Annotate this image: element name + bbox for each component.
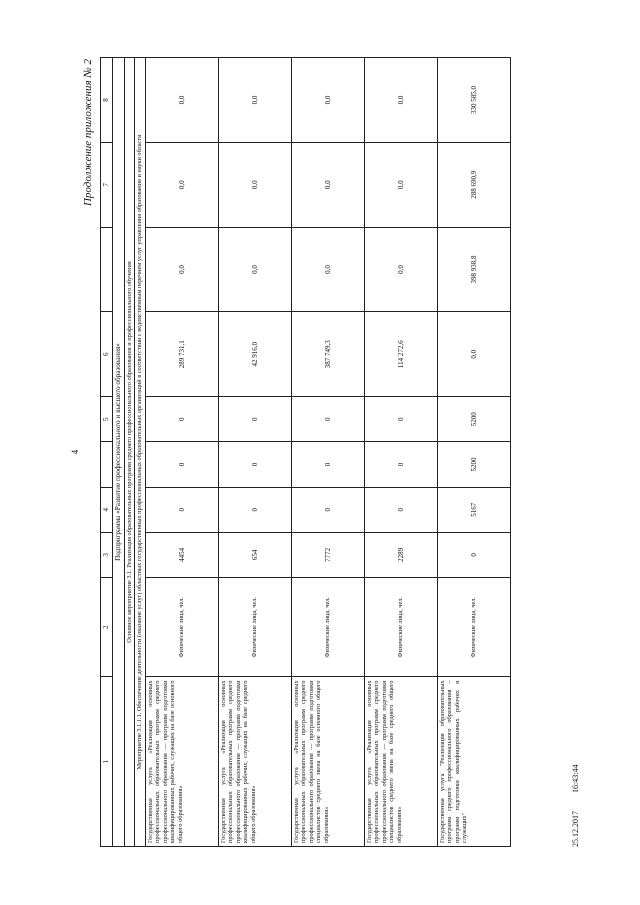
header-cell: 2 (101, 577, 113, 676)
value-cell: 42 916,0 (218, 312, 291, 397)
table-row (145, 58, 218, 847)
value-cell: 330 585,0 (437, 58, 510, 143)
value-cell: 0,0 (218, 227, 291, 312)
value-cell: 0,0 (291, 142, 364, 227)
value-cell: 0 (218, 442, 291, 487)
budget-table (100, 57, 511, 847)
header-cell (101, 227, 113, 312)
value-cell: 0,0 (218, 142, 291, 227)
service-name: Государственная услуга «Реализация основных профессиональных образовательных программ среднего профессионального образования — программ подготовки квалифицированных рабочих, служащих на базе основного общего образования» (145, 677, 218, 847)
value-cell: 387 749,3 (291, 312, 364, 397)
unit-cell: Физические лица, чел. (437, 577, 510, 676)
header-cell (101, 442, 113, 487)
header-cell: 7 (101, 142, 113, 227)
header-cell: 1 (101, 677, 113, 847)
value-cell: 0 (291, 487, 364, 532)
header-cell: 4 (101, 487, 113, 532)
header-cell: 6 (101, 312, 113, 397)
value-cell: 7772 (291, 532, 364, 577)
service-name: Государственная услуга «Реализация основных профессиональных образовательных программ среднего профессионального образования — программ подготовки квалифицированных рабочих, служащих на базе среднего общего образования» (218, 677, 291, 847)
unit-cell: Физические лица, чел. (218, 577, 291, 676)
page-number: 4 (70, 449, 80, 455)
value-cell: 398 938,8 (437, 227, 510, 312)
event-row (135, 58, 146, 847)
table-row (291, 58, 364, 847)
value-cell: 0 (145, 397, 218, 442)
stamp-date: 25.12.2017 (571, 811, 580, 847)
value-cell: 4454 (145, 532, 218, 577)
value-cell: 0 (218, 487, 291, 532)
value-cell: 288 690,9 (437, 142, 510, 227)
stamp-time: 16:43:44 (571, 764, 580, 793)
table-row (437, 58, 510, 847)
unit-cell: Физические лица, чел. (145, 577, 218, 676)
value-cell: 0,0 (364, 227, 437, 312)
value-cell: 0 (364, 442, 437, 487)
value-cell: 0,0 (145, 142, 218, 227)
value-cell: 0,0 (291, 227, 364, 312)
appendix-note: Продолжение приложения № 2 (82, 59, 94, 207)
value-cell: 0,0 (218, 58, 291, 143)
value-cell: 0 (364, 397, 437, 442)
value-cell: 5200 (437, 442, 510, 487)
value-cell: 0 (145, 442, 218, 487)
value-cell: 0,0 (145, 58, 218, 143)
service-name: Государственная услуга "Реализация образовательных программ среднего профессионального образования – программ подготовки квалифицированных рабочих и служащих" (437, 677, 510, 847)
value-cell: 0,0 (437, 312, 510, 397)
value-cell: 0,0 (145, 227, 218, 312)
subprogram-row (113, 58, 125, 847)
event-title: Мероприятие 3.1.1.1. Обеспечение деятельности (оказание услуг) областных государственных профессиональных образовательных организаций в соответствии с ведомственным перечнем услуг управления образования и науки области (135, 58, 146, 847)
value-cell: 2289 (364, 532, 437, 577)
unit-cell: Физические лица, чел. (291, 577, 364, 676)
value-cell: 0 (291, 442, 364, 487)
subprogram-title: Подпрограмма «Развитие профессионального и высшего образования» (113, 58, 125, 847)
header-cell: 8 (101, 58, 113, 143)
header-cell: 5 (101, 397, 113, 442)
value-cell: 0 (218, 397, 291, 442)
table-row (218, 58, 291, 847)
rotated-page (60, 57, 580, 847)
value-cell: 0 (364, 487, 437, 532)
table-row (364, 58, 437, 847)
value-cell: 5200 (437, 397, 510, 442)
value-cell: 0,0 (364, 142, 437, 227)
unit-cell: Физические лица, чел. (364, 577, 437, 676)
value-cell: 654 (218, 532, 291, 577)
print-stamp (571, 749, 580, 847)
service-name: Государственная услуга «Реализация основных профессиональных образовательных программ среднего профессионального образования — программ подготовки специалистов среднего звена на базе основного общего образования» (291, 677, 364, 847)
value-cell: 114 272,6 (364, 312, 437, 397)
main-event-title: Основное мероприятие 3.1. Реализация образовательных программ среднего профессионального образования и профессионального обучения (124, 58, 135, 847)
main-event-row (124, 58, 135, 847)
service-name: Государственная услуга «Реализация основных профессиональных образовательных программ среднего профессионального образования — программ подготовки специалистов среднего звена на базе среднего общего образования» (364, 677, 437, 847)
value-cell: 0,0 (364, 58, 437, 143)
value-cell: 5167 (437, 487, 510, 532)
value-cell: 289 731,1 (145, 312, 218, 397)
value-cell: 0 (145, 487, 218, 532)
header-row (101, 58, 113, 847)
value-cell: 0 (291, 397, 364, 442)
value-cell: 0 (437, 532, 510, 577)
value-cell: 0,0 (291, 58, 364, 143)
header-cell: 3 (101, 532, 113, 577)
